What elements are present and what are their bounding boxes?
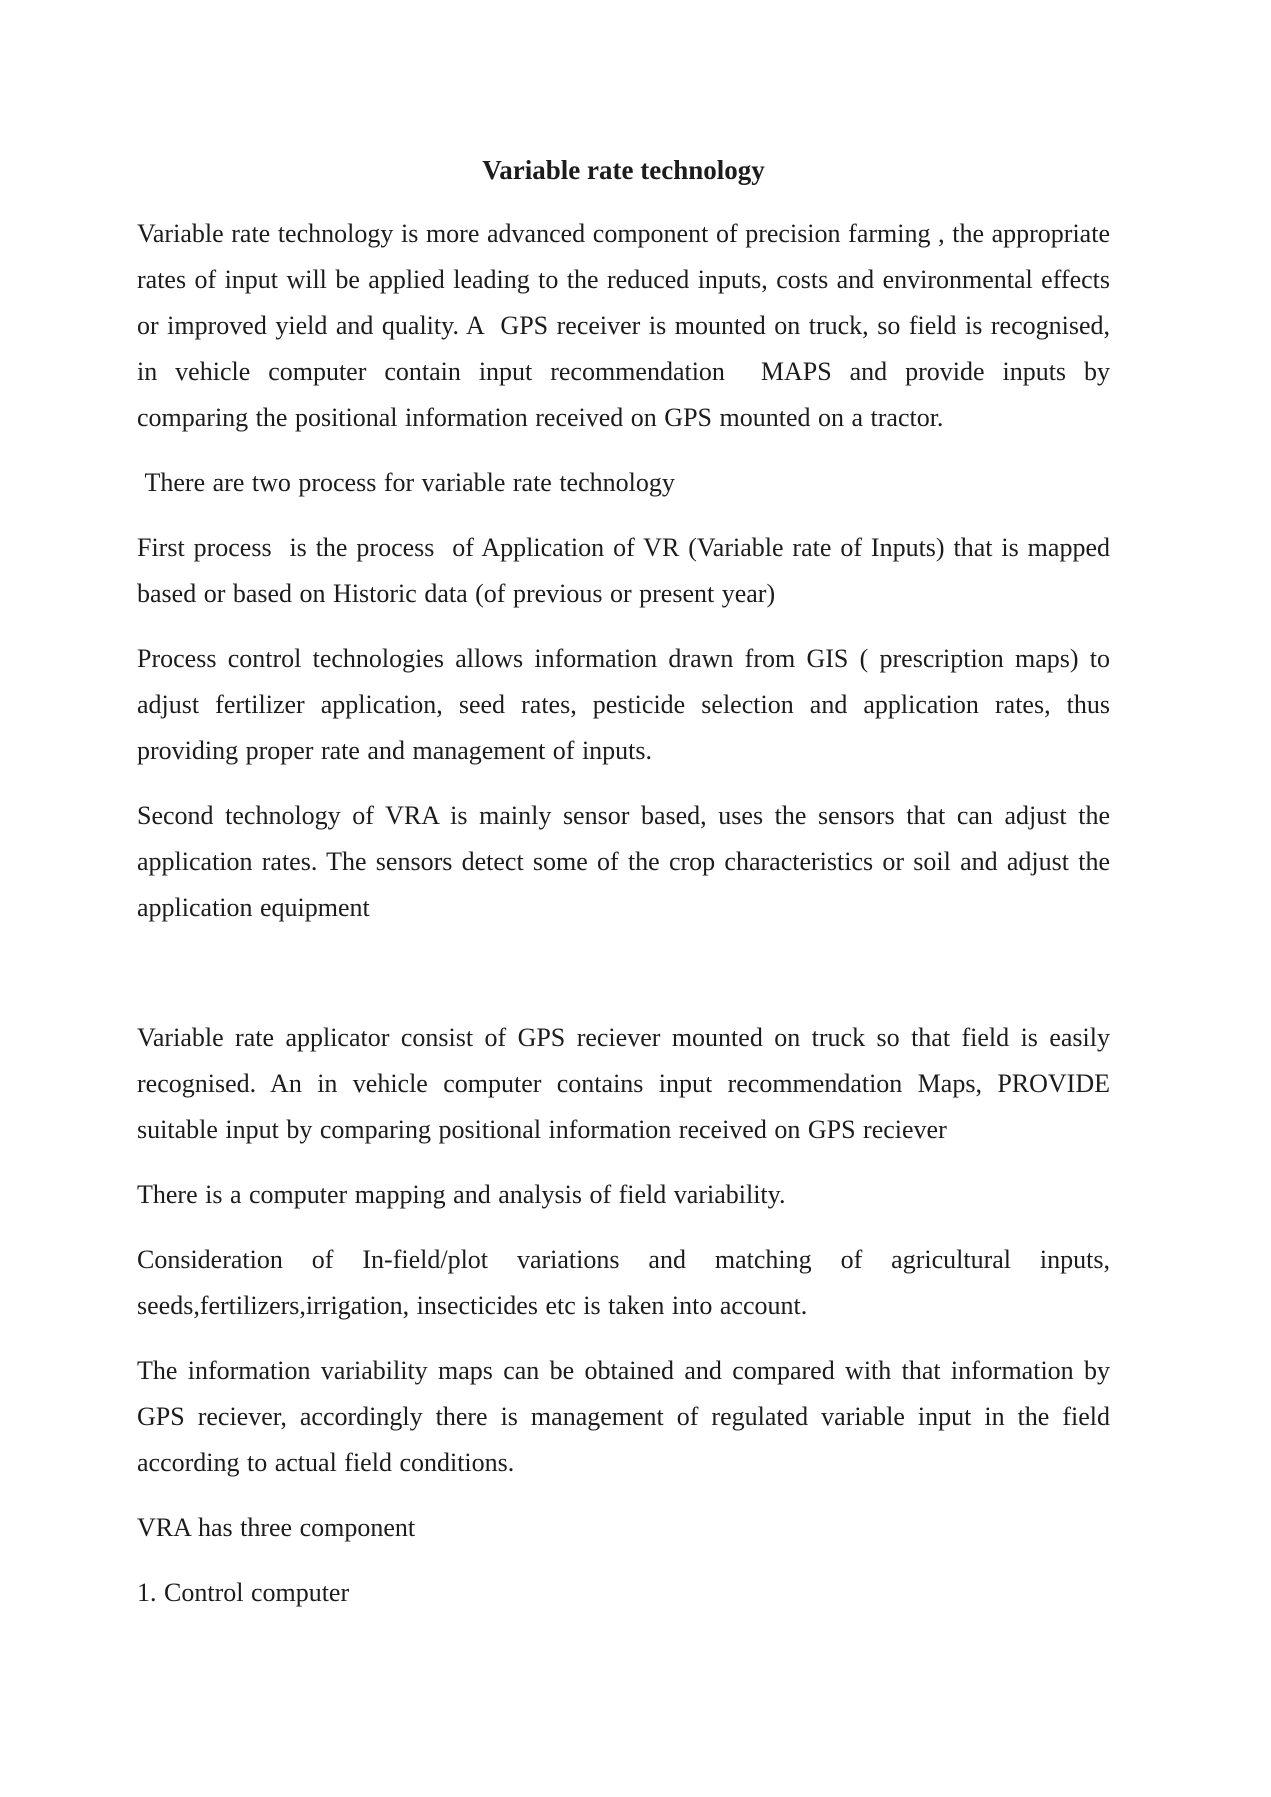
- paragraph-component-1-control-computer: 1. Control computer: [137, 1578, 350, 1607]
- document-title: Variable rate technology: [482, 155, 765, 185]
- paragraph-process-control: Process control technologies allows information drawn from GIS ( prescription maps) to adjust fertilizer application, seed rates, pesticide selection and application rates, thus providing proper rate and management of inputs.: [137, 644, 1118, 765]
- paragraph-two-process: There are two process for variable rate technology: [137, 468, 675, 497]
- paragraph-first-process: First process is the process of Application of VR (Variable rate of Inputs) that is mapped based or based on Historic data (of previous or present year): [137, 533, 1118, 608]
- paragraph-computer-mapping: There is a computer mapping and analysis of field variability.: [137, 1180, 786, 1209]
- empty-paragraph: [137, 950, 1110, 996]
- paragraph-second-technology: Second technology of VRA is mainly sensor based, uses the sensors that can adjust the application rates. The sensors detect some of the crop characteristics or soil and adjust the application equipment: [137, 801, 1118, 922]
- paragraph-consideration: Consideration of In-field/plot variations and matching of agricultural inputs, seeds,fertilizers,irrigation, insecticides etc is taken into account.: [137, 1245, 1118, 1320]
- paragraph-intro-vrt: Variable rate technology is more advanced component of precision farming , the appropriate rates of input will be applied leading to the reduced inputs, costs and environmental effects or improved yield and quality. A GPS receiver is mounted on truck, so field is recognised, in vehicle computer contain input recommendation MAPS and provide inputs by comparing the positional information received on GPS mounted on a tractor.: [137, 219, 1118, 432]
- paragraph-vra-components-heading: VRA has three component: [137, 1513, 416, 1542]
- paragraph-vra-applicator: Variable rate applicator consist of GPS reciever mounted on truck so that field is easily recognised. An in vehicle computer contains input recommendation Maps, PROVIDE suitable input by comparing positional information received on GPS reciever: [137, 1023, 1118, 1144]
- paragraph-information-variability: The information variability maps can be obtained and compared with that information by GPS reciever, accordingly there is management of regulated variable input in the field according to actual field conditions.: [137, 1356, 1118, 1477]
